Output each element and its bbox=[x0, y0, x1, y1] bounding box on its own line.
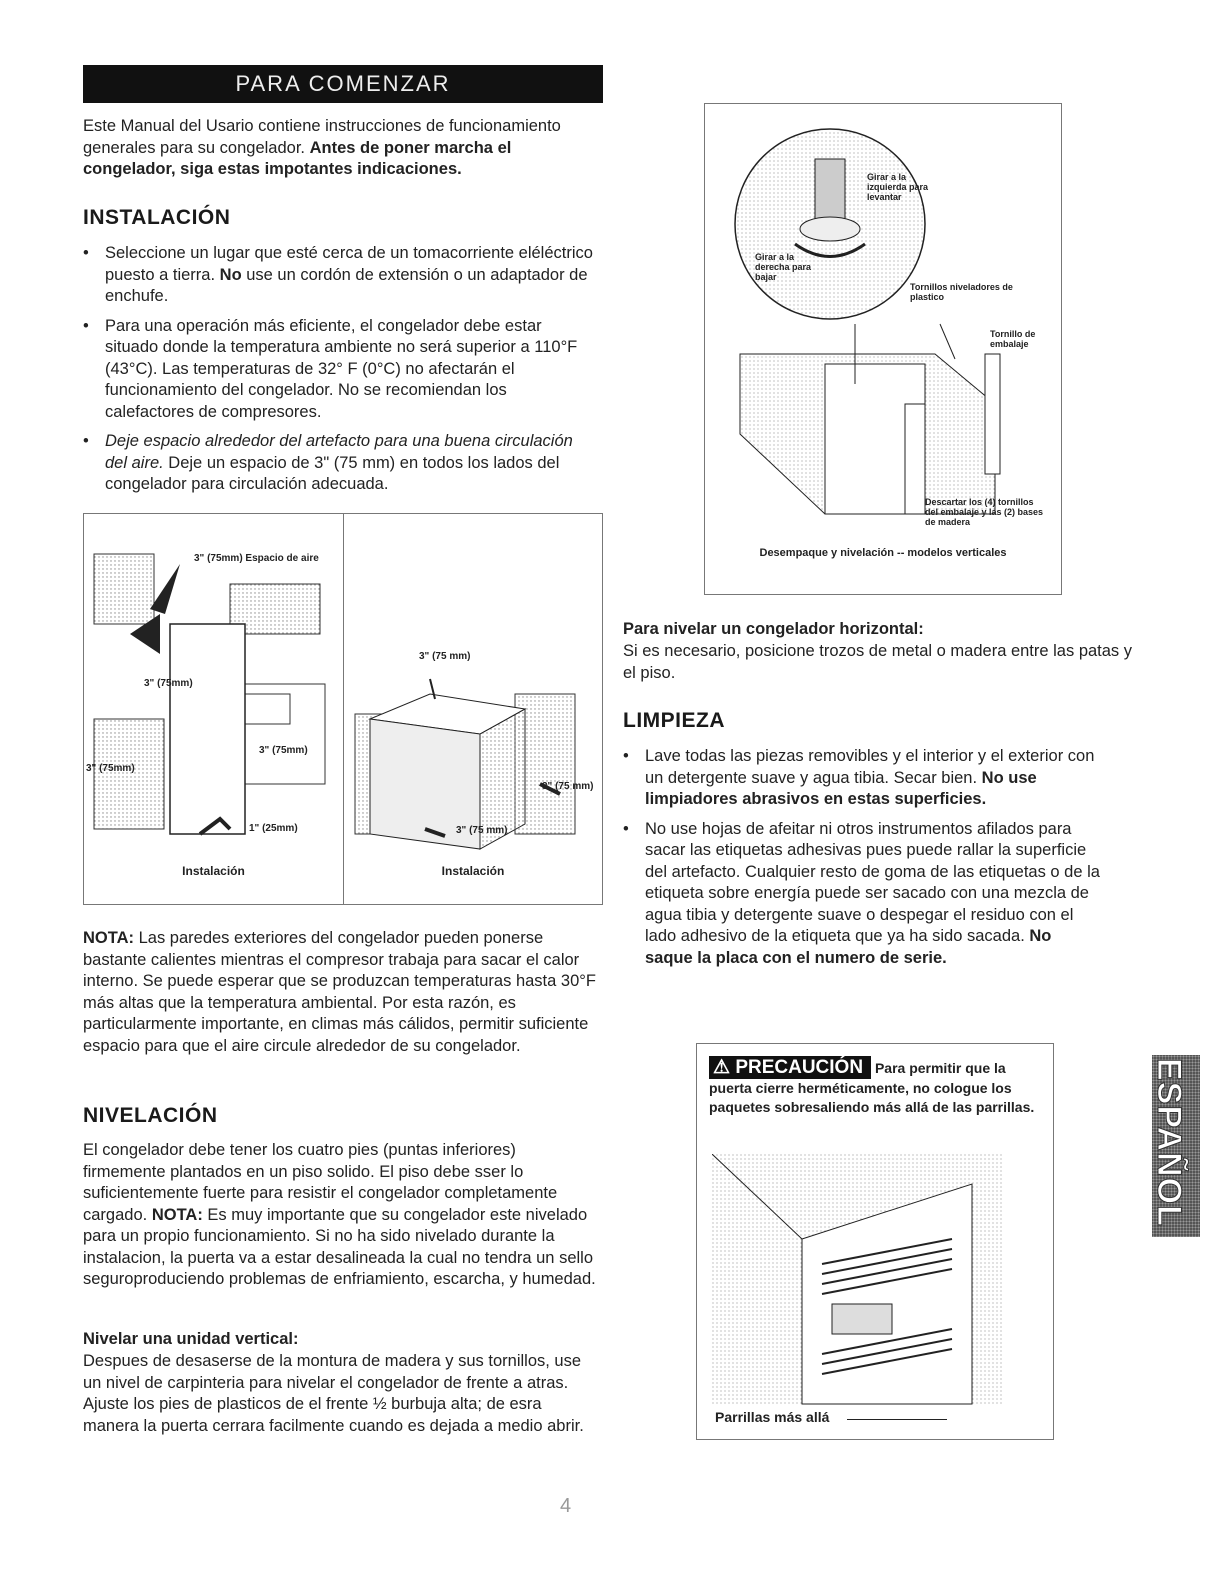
installation-figure bbox=[83, 513, 603, 905]
label-leveling-screws: Tornillos niveladores de plastico bbox=[910, 282, 1013, 302]
label-back-gap: 3" (75 mm) bbox=[542, 781, 594, 792]
label-packing-screw: Tornillo de embalaje bbox=[990, 329, 1036, 349]
bullet-bold: No use limpiadores abrasivos en estas superficies. bbox=[645, 768, 1037, 808]
bullet-text: use un cordón de extensión o un adaptador de enchufe. bbox=[105, 265, 588, 305]
label-bottom-gap: 1" (25mm) bbox=[249, 823, 298, 834]
warning-icon: ⚠ bbox=[713, 1057, 731, 1078]
shelf-illustration bbox=[712, 1154, 1012, 1409]
heading-nivelacion: NIVELACIÓN bbox=[83, 1104, 218, 1127]
horizontal-paragraph: Si es necesario, posicione trozos de metal o madera entre las patas y el piso. bbox=[623, 642, 1133, 682]
caution-badge bbox=[709, 1056, 871, 1079]
figure-divider bbox=[343, 514, 344, 904]
list-item bbox=[623, 746, 1103, 811]
bullet-bold: No saque la placa con el numero de serie. bbox=[645, 927, 1052, 967]
nota-paragraph bbox=[83, 928, 598, 1057]
caption-shelves: Parrillas más allá bbox=[715, 1409, 830, 1425]
label-top-gap: 3" (75 mm) bbox=[419, 651, 471, 662]
leveling-illustration bbox=[705, 104, 1061, 544]
label-side-gap: 3" (75mm) bbox=[144, 678, 193, 689]
label-air-space: 3" (75mm) Espacio de aire bbox=[194, 553, 319, 564]
limpieza-list bbox=[623, 746, 1103, 977]
bullet-bold: No bbox=[219, 265, 242, 284]
caution-text: Para permitir que la puerta cierre herméticamente, no cologue los paquetes sobresaliendo más allá de las parrillas. bbox=[709, 1060, 1035, 1115]
intro-text: Este Manual del Usario contiene instrucciones de funcionamiento generales para su congelador. bbox=[83, 117, 561, 157]
caption-leveling: Desempaque y nivelación -- modelos verticales bbox=[759, 547, 1007, 559]
caption-installation-left: Instalación bbox=[182, 864, 245, 878]
intro-paragraph bbox=[83, 116, 603, 181]
intro-bold: Antes de poner marcha el congelador, siga estas impotantes indicaciones. bbox=[83, 138, 512, 178]
nivelacion-nota-label: NOTA: bbox=[151, 1205, 203, 1224]
caption-installation-right: Instalación bbox=[441, 864, 505, 878]
label-left-gap: 3" (75mm) bbox=[86, 763, 135, 774]
label-front-gap: 3" (75 mm) bbox=[456, 825, 508, 836]
bullet-text: Deje un espacio de 3" (75 mm) en todos los lados del congelador para circulación adecuada. bbox=[105, 453, 560, 493]
list-item bbox=[83, 431, 593, 496]
caution-label: PRECAUCIÓN bbox=[735, 1057, 864, 1078]
page-number: 4 bbox=[560, 1495, 574, 1517]
list-item bbox=[83, 316, 593, 424]
vertical-level-paragraph: Despues de desaserse de la montura de madera y sus tornillos, use un nivel de carpinteria para nivelar el congelador de frente a atras. Ajuste los pies de plasticos de el frente ½ burbuja alta; de esra manera la puerta cerrara facilmente cuando es dejada a medio abrir. bbox=[83, 1352, 584, 1435]
label-discard: Descartar los (4) tornillos del embalaje y las (2) bases de madera bbox=[925, 497, 1044, 527]
section-title-bar: PARA COMENZAR bbox=[83, 65, 603, 103]
label-right-gap: 3" (75mm) bbox=[259, 745, 308, 756]
heading-horizontal: Para nivelar un congelador horizontal: bbox=[623, 620, 924, 638]
bullet-text: Seleccione un lugar que esté cerca de un tomacorriente eléléctrico puesto a tierra. bbox=[105, 244, 593, 284]
nivelacion-paragraph bbox=[83, 1140, 598, 1291]
nota-label: NOTA: bbox=[83, 929, 135, 947]
bullet-text: No use hojas de afeitar ni otros instrumentos afilados para sacar las etiquetas adhesivas pues puede rallar la superficie del artefacto. Cualquier resto de goma de las etiquetas o de la etiqueta sobre energía puede ser sacado con una mezcla de agua tibia y detergente suave o despegar el residuo con el lado adhesivo de la etiqueta que ya ha sido sacada. bbox=[645, 819, 1100, 945]
instalacion-list bbox=[83, 243, 593, 504]
bullet-italic: Deje espacio alrededor del artefacto para una buena circulación del aire. bbox=[105, 432, 573, 472]
language-tab bbox=[1152, 1055, 1200, 1237]
leveling-figure bbox=[704, 103, 1062, 595]
label-turn-left: Girar a la izquierda para levantar bbox=[867, 172, 929, 202]
heading-limpieza: LIMPIEZA bbox=[623, 709, 725, 732]
nivelacion-text-b: Es muy importante que su congelador este nivelado para un propio funcionamiento. Si no ha sido nivelado durante la instalacion, la puerta va a estar desalineada la cual no tendra un sello seguroproduciendo problemas de enfriamiento, escarcha, y humedad. bbox=[83, 1205, 596, 1288]
list-item bbox=[623, 819, 1103, 970]
bullet-text: Para una operación más eficiente, el congelador debe estar situado donde la temperatura ambiente no será superior a 110°F (43°C). Las temperaturas de 32° F (0°C) no afectarán el funcionamiento del congelador. No se recomiendan los calefactores de compresores. bbox=[105, 316, 578, 421]
caption-pointer-line bbox=[847, 1419, 947, 1420]
nivelacion-text: El congelador debe tener los cuatro pies (puntas inferiores) firmemente plantados en un piso solido. El piso debe sser lo suficientemente fuerte para resistir el congelador completamente cargado. bbox=[83, 1141, 558, 1224]
heading-instalacion: INSTALACIÓN bbox=[83, 206, 231, 229]
caution-box bbox=[696, 1043, 1054, 1440]
nota-text: Las paredes exteriores del congelador pueden ponerse bastante calientes mientras el compresor trabaja para sacar el calor interno. Se puede esperar que se produzcan temperaturas hasta 30°F más altas que la temperatura ambiental. Por esta razón, es particularmente importante, en climas más cálidos, permitir suficiente espacio para que el aire circule alrededor de su congelador. bbox=[83, 929, 596, 1055]
list-item bbox=[83, 243, 593, 308]
caution-text-block bbox=[709, 1056, 1039, 1117]
language-tab-label: ESPAÑOL bbox=[1150, 1058, 1188, 1227]
heading-vertical-level: Nivelar una unidad vertical: bbox=[83, 1330, 299, 1348]
label-turn-right: Girar a la derecha para bajar bbox=[755, 252, 812, 282]
bullet-text: Lave todas las piezas removibles y el interior y el exterior con un detergente suave y agua tibia. Secar bien. bbox=[645, 747, 1095, 787]
kitchen-illustration bbox=[90, 544, 335, 864]
